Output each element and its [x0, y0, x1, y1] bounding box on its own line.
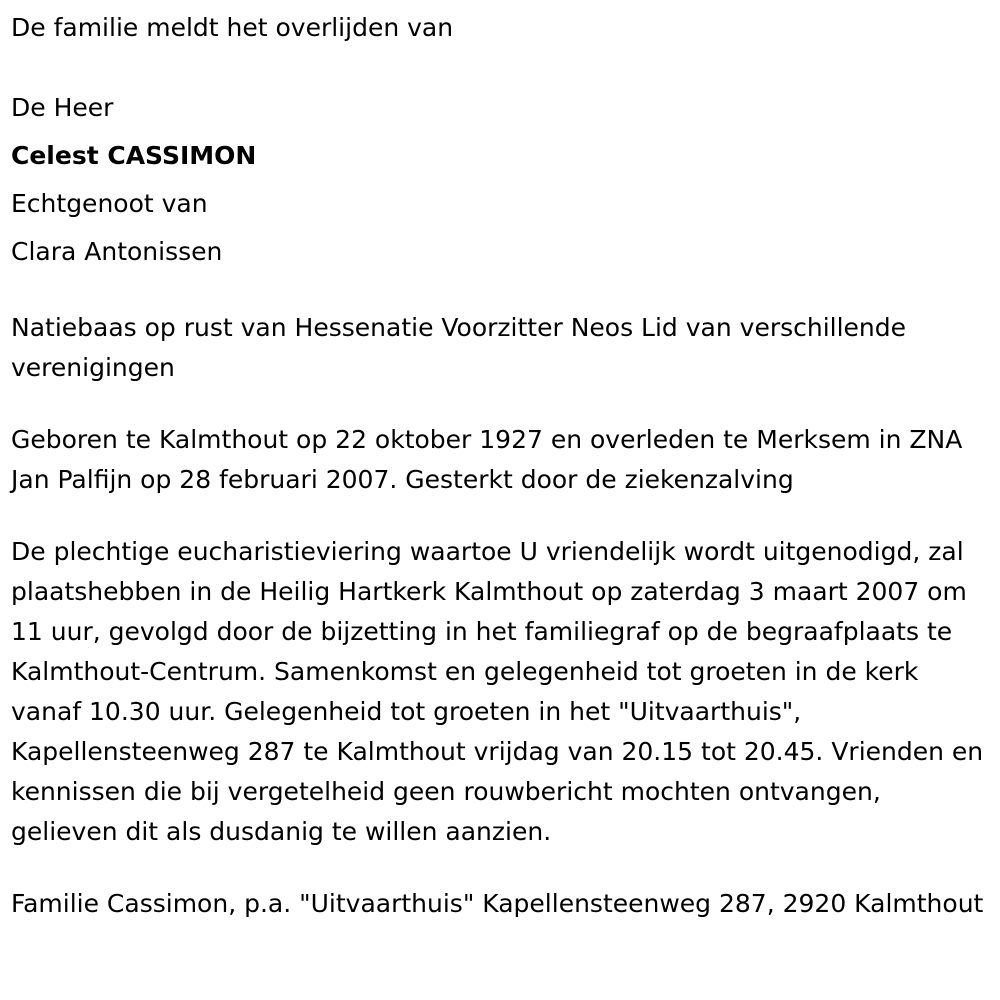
functions-paragraph: Natiebaas op rust van Hessenatie Voorzitter Neos Lid van verschillende verenigingen [11, 313, 907, 382]
ceremony-paragraph: De plechtige eucharistieviering waartoe U vriendelijk wordt uitgenodigd, zal plaatshebben in de Heilig Hartkerk Kalmthout op zaterdag 3 maart 2007 om 11 uur, gevolgd door de bijzetting in het familiegraf op de begraafplaats te Kalmthout-Centrum. Samenkomst en gelegenheid tot groeten in de kerk vanaf 10.30 uur. Gelegenheid tot groeten in het "Uitvaarthuis", Kapellensteenweg 287 te Kalmthout vrijdag van 20.15 tot 20.45. Vrienden en kennissen die bij vergetelheid geen rouwbericht mochten ontvangen, gelieven dit als dusdanig te willen aanzien. [11, 537, 984, 846]
death-announcement [11, 4, 986, 924]
spacer [11, 52, 986, 84]
deceased-name: Celest CASSIMON [11, 141, 257, 170]
contact-paragraph: Familie Cassimon, p.a. "Uitvaarthuis" Kapellensteenweg 287, 2920 Kalmthout [11, 889, 984, 918]
spacer [11, 500, 986, 532]
spacer [11, 852, 986, 884]
spouse-label: Echtgenoot van [11, 189, 208, 218]
spouse-name: Clara Antonissen [11, 237, 223, 266]
intro-text: De familie meldt het overlijden van [11, 13, 454, 42]
title-text: De Heer [11, 93, 114, 122]
spacer [11, 388, 986, 420]
spacer [11, 276, 986, 308]
birth-death-paragraph: Geboren te Kalmthout op 22 oktober 1927 en overleden te Merksem in ZNA Jan Palfijn op 28 februari 2007. Gesterkt door de ziekenzalving [11, 425, 963, 494]
